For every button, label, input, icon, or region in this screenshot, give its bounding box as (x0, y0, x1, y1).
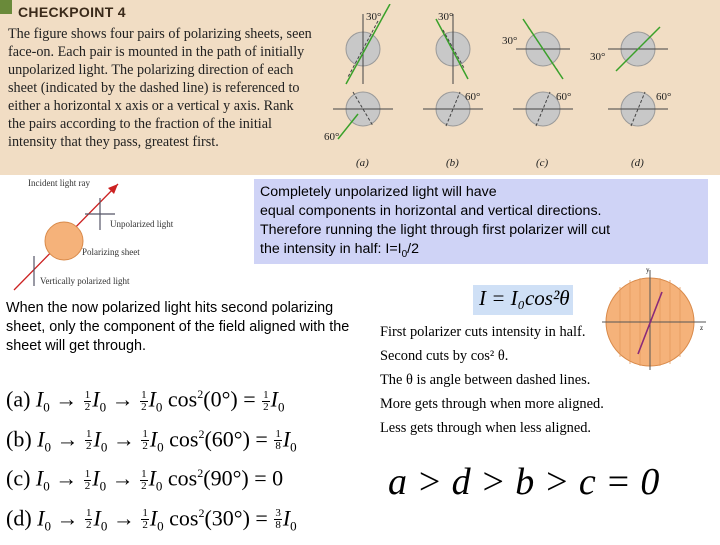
equation-row: (c) $I_0$ → $\frac{1}{2}$ $I_0$ → $\frac{1}{2}$ $I_0$ $\cos^2(90^\circ) = 0$ (6, 465, 284, 494)
angle-label: 60° (556, 91, 572, 103)
note-line: equal components in horizontal and vertical directions. (260, 203, 602, 219)
malus-law-formula: I = I₀cos²θ (479, 286, 570, 310)
angle-label: 30° (366, 11, 382, 23)
polarization-illustration (0, 178, 250, 298)
pair-d-sheet-1 (608, 27, 668, 71)
explanation-text: When the now polarized light hits second polarizing sheet, only the component of the field aligned with the sheet will get through. (6, 300, 350, 354)
pair-b-sheet-1 (436, 14, 470, 84)
polarizing-sheet-disk (45, 222, 83, 260)
equation-row: (a) $I_0$ → $\frac{1}{2}$ $I_0$ → $\frac{1}{2}$ $I_0$ $\cos^2(0^\circ)$ = $\frac{1}{2}$ $I_0$ (6, 386, 285, 415)
equation-list (6, 375, 297, 533)
pair-c-sheet-1 (516, 19, 570, 79)
summary-line: Less gets through when less aligned. (380, 420, 592, 436)
checkpoint-text: The figure shows four pairs of polarizing sheets, seen face-on. Each pair is mounted in the path of initially unpolarized light. The polarizing direction of each sheet (indicated by the dashed line) is referenced to either a horizontal x axis or a vertical y axis. Rank the pairs according to the fraction of the initial intensity that they pass, greatest first. (8, 26, 312, 150)
equation-label: (a) (6, 386, 31, 412)
pair-label: (b) (446, 157, 459, 169)
angle-label: 30° (590, 51, 606, 63)
polarizer-pairs-diagram (318, 4, 718, 174)
figure-label: Incident light ray (28, 178, 90, 188)
checkpoint-heading: CHECKPOINT 4 (18, 4, 126, 20)
angle-label: 60° (324, 131, 340, 143)
note-text (260, 183, 705, 264)
equation-label: (b) (6, 425, 32, 451)
angle-label: 60° (465, 91, 481, 103)
summary-line: The θ is angle between dashed lines. (380, 372, 591, 388)
figure-label: Vertically polarized light (40, 276, 130, 286)
polarizer-angle-figure (600, 262, 712, 372)
figure-label: Polarizing sheet (82, 247, 140, 257)
equation-row: (b) $I_0$ → $\frac{1}{2}$ $I_0$ → $\frac{1}{2}$ $I_0$ $\cos^2(60^\circ)$ = $\frac{1}{8}$ $I_0$ (6, 425, 297, 455)
axis-label: y (646, 266, 650, 274)
equation-label: (c) (6, 465, 31, 491)
pair-label: (a) (356, 157, 369, 169)
axis-label: z (700, 324, 704, 332)
note-line: the intensity in half: $I=I_0/2$ (260, 241, 419, 260)
checkpoint-marker-icon (0, 0, 12, 14)
pair-label: (d) (631, 157, 644, 169)
angle-label: 30° (438, 11, 454, 23)
summary-line: Second cuts by cos² θ. (380, 348, 509, 364)
equation-label: (d) (6, 504, 32, 530)
summary-line: More gets through when more aligned. (380, 396, 604, 412)
summary-line: First polarizer cuts intensity in half. (380, 324, 586, 340)
figure-label: Unpolarized light (110, 219, 174, 229)
note-line: Completely unpolarized light will have (260, 184, 497, 200)
angle-label: 30° (502, 35, 518, 47)
equation-row: (d) $I_0$ → $\frac{1}{2}$ $I_0$ → $\frac{1}{2}$ $I_0$ $\cos^2(30^\circ)$ = $\frac{3}{8}$ $I_0$ (6, 504, 297, 534)
angle-label: 60° (656, 91, 672, 103)
ranking-result: a > d > b > c = 0 (388, 461, 660, 503)
pair-a-sheet-2 (333, 92, 393, 139)
note-line: Therefore running the light through first polarizer will cut (260, 222, 611, 238)
pair-label: (c) (536, 157, 549, 169)
